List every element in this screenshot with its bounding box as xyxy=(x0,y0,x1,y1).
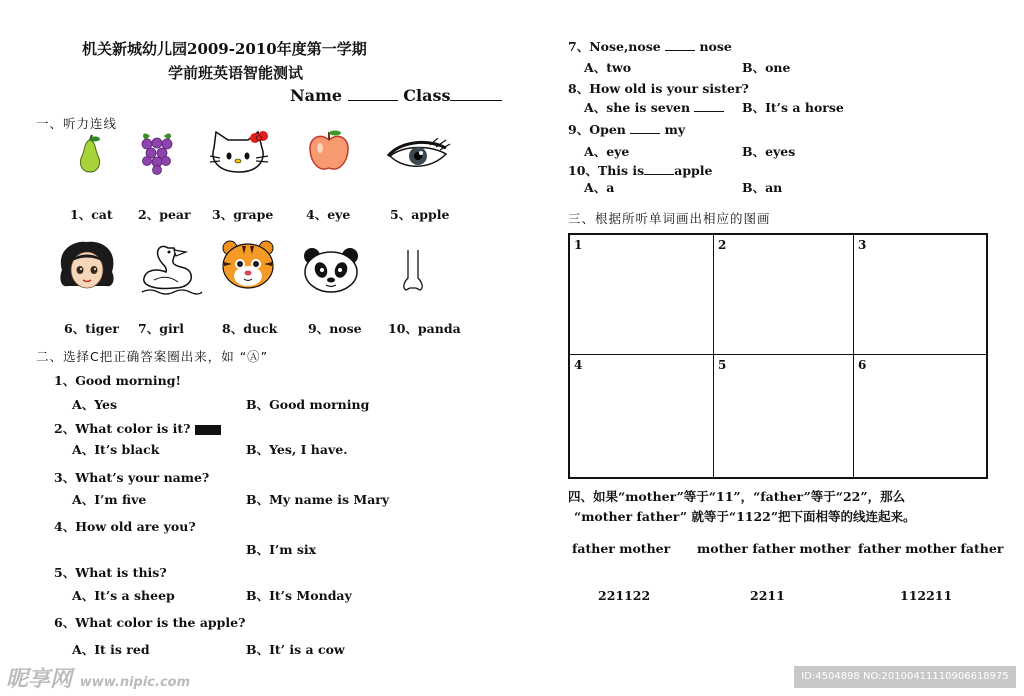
nose-icon xyxy=(400,248,426,296)
drawing-cell-3[interactable] xyxy=(853,234,987,355)
number-2[interactable]: 2211 xyxy=(750,588,785,603)
q2-question-text: 2、What color is it? xyxy=(54,421,191,436)
q7-text-pre: 7、Nose,nose xyxy=(568,39,661,54)
q1-option-a[interactable]: A、Yes xyxy=(72,397,118,412)
q6-question: 6、What color is the apple? xyxy=(54,615,246,630)
q10-blank[interactable] xyxy=(644,164,674,175)
q9-text-post: my xyxy=(664,122,686,137)
q3-question: 3、What’s your name? xyxy=(54,470,210,485)
q3-option-b[interactable]: B、My name is Mary xyxy=(246,492,390,507)
title-line1: 机关新城幼儿园2009-2010年度第一学期 xyxy=(82,40,367,58)
cell-number: 5 xyxy=(718,358,727,372)
word-apple: 5、apple xyxy=(390,207,450,222)
word-nose: 9、nose xyxy=(308,321,362,336)
q8-option-b[interactable]: B、It’s a horse xyxy=(742,100,844,115)
q5-option-a[interactable]: A、It’s a sheep xyxy=(72,588,175,603)
tiger-icon xyxy=(218,238,278,292)
q5-question: 5、What is this? xyxy=(54,565,167,580)
q8-question: 8、How old is your sister? xyxy=(568,81,749,96)
q3-option-a[interactable]: A、I’m five xyxy=(72,492,147,507)
grape-icon xyxy=(136,126,178,176)
q9-text-pre: 9、Open xyxy=(568,122,626,137)
cell-number: 1 xyxy=(574,238,583,252)
cat-icon xyxy=(208,128,270,176)
q7-blank[interactable] xyxy=(665,40,695,51)
word-cat: 1、cat xyxy=(70,207,113,222)
cell-number: 3 xyxy=(858,238,867,252)
q8-option-a[interactable] xyxy=(584,98,724,116)
q7-option-b[interactable]: B、one xyxy=(742,60,791,75)
cell-number: 2 xyxy=(718,238,727,252)
section2-title: 二、选择C把正确答案圈出来，如 “Ⓐ” xyxy=(36,349,269,364)
watermark-url: www.nipic.com xyxy=(79,675,191,690)
q10-option-b[interactable]: B、an xyxy=(742,180,783,195)
q10-text-post: apple xyxy=(674,163,713,178)
q1-question: 1、Good morning! xyxy=(54,373,181,388)
number-1[interactable]: 221122 xyxy=(598,588,651,603)
q2-option-b[interactable]: B、Yes, I have. xyxy=(246,442,348,457)
q7-text-post: nose xyxy=(699,39,732,54)
girl-icon xyxy=(54,240,120,294)
q10-option-a[interactable]: A、a xyxy=(584,180,615,195)
drawing-cell-6[interactable] xyxy=(853,354,987,478)
watermark-logo xyxy=(6,662,190,693)
phrase-1[interactable]: father mother xyxy=(572,541,671,556)
duck-icon xyxy=(138,240,204,296)
q1-option-b[interactable]: B、Good morning xyxy=(246,397,370,412)
section4-line1: 四、如果“mother”等于“11”，“father”等于“22”，那么 xyxy=(568,489,906,504)
panda-icon xyxy=(302,246,360,294)
q9-option-b[interactable]: B、eyes xyxy=(742,144,796,159)
q10-text-pre: 10、This is xyxy=(568,163,645,178)
cell-number: 6 xyxy=(858,358,867,372)
apple-icon xyxy=(306,128,352,174)
section4-line2: “mother father” 就等于“1122”把下面相等的线连起来。 xyxy=(574,509,916,524)
q4-question: 4、How old are you? xyxy=(54,519,196,534)
phrase-2[interactable]: mother father mother xyxy=(697,541,851,556)
q4-option-b[interactable]: B、I’m six xyxy=(246,542,317,557)
pear-icon xyxy=(72,134,108,174)
watermark-logo-text: 昵享网 xyxy=(6,667,73,692)
q8-option-a-text: A、she is seven xyxy=(584,100,691,115)
q2-option-a[interactable]: A、It’s black xyxy=(72,442,160,457)
q8-blank[interactable] xyxy=(694,101,724,112)
word-girl: 7、girl xyxy=(138,321,185,336)
phrase-3[interactable]: father mother father xyxy=(858,541,1004,556)
word-grape: 3、grape xyxy=(212,207,274,222)
q6-option-b[interactable]: B、It’ is a cow xyxy=(246,642,345,657)
word-pear: 2、pear xyxy=(138,207,191,222)
q5-option-b[interactable]: B、It’s Monday xyxy=(246,588,352,603)
q7-question xyxy=(568,37,732,55)
class-blank[interactable] xyxy=(450,90,502,101)
section3-title: 三、根据所听单词画出相应的图画 xyxy=(568,211,771,226)
watermark-id: ID:4504898 NO:20100411110906618975 xyxy=(794,666,1016,688)
word-eye: 4、eye xyxy=(306,207,351,222)
drawing-grid xyxy=(568,233,988,479)
name-class-line xyxy=(290,86,502,105)
q9-blank[interactable] xyxy=(630,123,660,134)
drawing-cell-4[interactable] xyxy=(569,354,714,478)
q2-question xyxy=(54,419,221,437)
word-tiger: 6、tiger xyxy=(64,321,119,336)
word-duck: 8、duck xyxy=(222,321,278,336)
q9-option-a[interactable]: A、eye xyxy=(584,144,630,159)
number-3[interactable]: 112211 xyxy=(900,588,953,603)
drawing-cell-5[interactable] xyxy=(713,354,854,478)
section1-title: 一、听力连线 xyxy=(36,116,118,131)
word-panda: 10、panda xyxy=(388,321,461,336)
title-line2: 学前班英语智能测试 xyxy=(168,64,304,82)
q7-option-a[interactable]: A、two xyxy=(584,60,632,75)
redaction-bar xyxy=(195,425,221,435)
cell-number: 4 xyxy=(574,358,583,372)
name-label: Name xyxy=(290,86,343,105)
q10-question xyxy=(568,161,713,179)
drawing-cell-1[interactable] xyxy=(569,234,714,355)
class-label: Class xyxy=(403,86,451,105)
name-blank[interactable] xyxy=(348,90,398,101)
drawing-cell-2[interactable] xyxy=(713,234,854,355)
q9-question xyxy=(568,120,685,138)
q6-option-a[interactable]: A、It is red xyxy=(72,642,150,657)
eye-icon xyxy=(386,138,452,172)
